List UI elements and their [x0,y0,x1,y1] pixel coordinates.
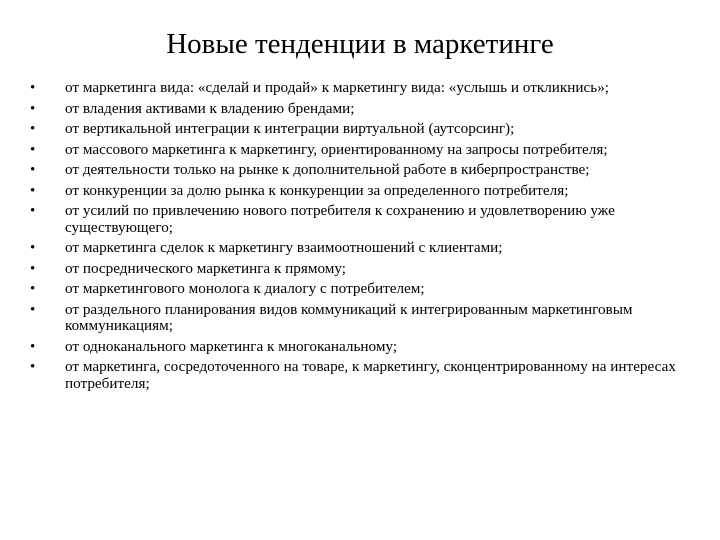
slide-title: Новые тенденции в маркетинге [166,28,554,60]
bullet-text: от маркетинга сделок к маркетингу взаимоотношений с клиентами; [65,239,503,256]
bullet-dot-icon: • [30,141,36,158]
bullet-item [30,142,698,159]
bullet-item [30,281,698,298]
bullet-dot-icon: • [30,260,36,277]
bullet-item [30,80,698,97]
bullet-dot-icon: • [30,121,36,137]
bullet-text: от деятельности только на рынке к дополнительной работе в киберпространстве; [65,161,590,178]
bullet-text: от владения активами к владению брендами; [65,99,355,117]
bullet-dot-icon: • [30,281,36,297]
bullet-dot-icon: • [30,80,36,96]
bullet-item [30,359,698,392]
bullet-text: от усилий по привлечению нового потребителя к сохранению и удовлетворению уже существующего; [65,202,615,236]
bullet-text: от раздельного планирования видов коммуникаций к интегрированным маркетинговым коммуникациям; [65,300,633,334]
bullet-list [30,80,698,396]
bullet-text: от массового маркетинга к маркетингу, ориентированному на запросы потребителя; [65,140,608,158]
bullet-item [30,121,698,138]
bullet-dot-icon: • [30,203,36,219]
bullet-text: от конкуренции за долю рынка к конкуренции за определенного потребителя; [65,181,569,199]
bullet-dot-icon: • [30,359,36,375]
bullet-item [30,203,698,236]
bullet-text: от вертикальной интеграции к интеграции виртуальной (аутсорсинг); [65,120,515,137]
bullet-dot-icon: • [30,240,36,256]
bullet-dot-icon: • [30,338,36,355]
bullet-item [30,240,698,257]
bullet-item [30,162,698,179]
bullet-dot-icon: • [30,182,36,199]
bullet-item [30,261,698,278]
bullet-dot-icon: • [30,301,36,318]
bullet-text: от маркетинга вида: «сделай и продай» к маркетингу вида: «услышь и откликнись»; [65,79,610,96]
bullet-dot-icon: • [30,100,36,117]
bullet-item [30,302,698,335]
bullet-text: от одноканального маркетинга к многоканальному; [65,337,398,355]
bullet-text: от маркетинга, сосредоточенного на товаре, к маркетингу, сконцентрированному на интересах потребителя; [65,358,676,392]
bullet-text: от маркетингового монолога к диалогу с потребителем; [65,280,425,297]
bullet-text: от посреднического маркетинга к прямому; [65,259,346,277]
bullet-item [30,183,698,200]
bullet-item [30,101,698,118]
bullet-dot-icon: • [30,162,36,178]
bullet-item [30,339,698,356]
